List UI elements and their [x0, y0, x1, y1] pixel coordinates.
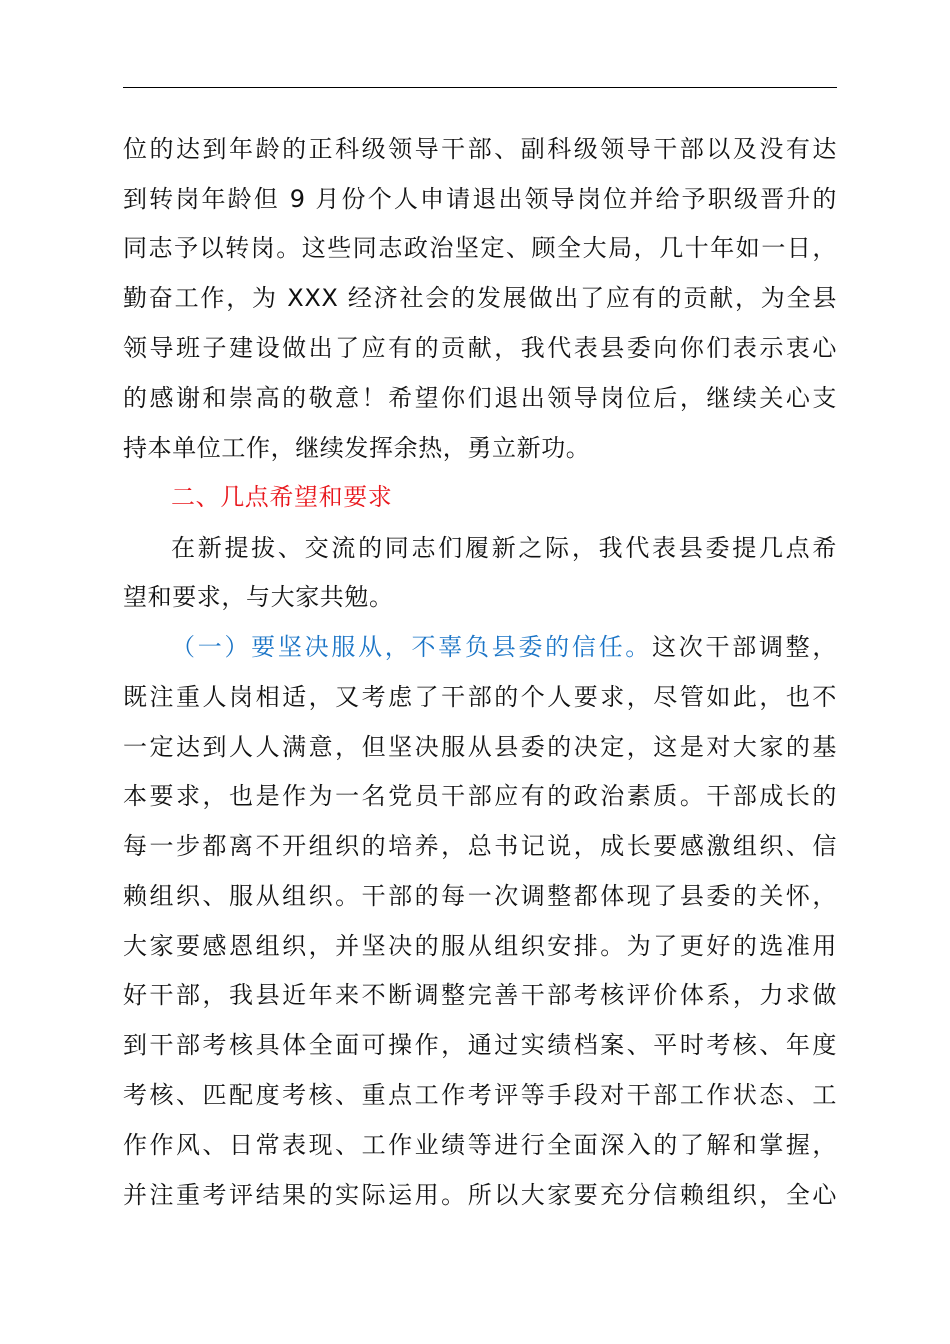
- body-line: 好干部，我县近年来不断调整完善干部考核评价体系，力求做: [123, 981, 837, 1009]
- body-line: 本要求，也是作为一名党员干部应有的政治素质。干部成长的: [123, 782, 837, 810]
- body-line: 同志予以转岗。这些同志政治坚定、顾全大局，几十年如一日，: [123, 234, 837, 262]
- body-line: 大家要感恩组织，并坚决的服从组织安排。为了更好的选准用: [123, 932, 837, 960]
- intro-line: 在新提拔、交流的同志们履新之际，我代表县委提几点希: [171, 534, 837, 562]
- body-line: 并注重考评结果的实际运用。所以大家要充分信赖组织，全心: [123, 1181, 837, 1209]
- intro-line: 望和要求，与大家共勉。: [123, 583, 394, 611]
- body-line: 赖组织、服从组织。干部的每一次调整都体现了县委的关怀，: [123, 882, 837, 910]
- body-line: 到转岗年龄但 9 月份个人申请退出领导岗位并给予职级晋升的: [123, 185, 837, 213]
- subsection-first-line: [171, 632, 837, 662]
- body-line: 考核、匹配度考核、重点工作考评等手段对干部工作状态、工: [123, 1081, 837, 1109]
- body-line: 勤奋工作，为 XXX 经济社会的发展做出了应有的贡献，为全县: [123, 284, 837, 312]
- body-line: 持本单位工作，继续发挥余热，勇立新功。: [123, 434, 591, 462]
- body-line: 的感谢和崇高的敬意！希望你们退出领导岗位后，继续关心支: [123, 384, 837, 412]
- body-line: 既注重人岗相适，又考虑了干部的个人要求，尽管如此，也不: [123, 683, 837, 711]
- body-line: 作作风、日常表现、工作业绩等进行全面深入的了解和掌握，: [123, 1131, 837, 1159]
- body-line: 一定达到人人满意，但坚决服从县委的决定，这是对大家的基: [123, 733, 837, 761]
- section-heading: 二、几点希望和要求: [171, 483, 393, 511]
- body-line: 到干部考核具体全面可操作，通过实绩档案、平时考核、年度: [123, 1031, 837, 1059]
- header-rule: [123, 87, 837, 88]
- body-line: 每一步都离不开组织的培养，总书记说，成长要感激组织、信: [123, 832, 837, 860]
- body-line: 位的达到年龄的正科级领导干部、副科级领导干部以及没有达: [123, 135, 837, 163]
- subsection-first-line-tail: 这次干部调整，: [652, 633, 837, 661]
- subsection-title: （一）要坚决服从，不辜负县委的信任。: [171, 633, 653, 661]
- body-line: 领导班子建设做出了应有的贡献，我代表县委向你们表示衷心: [123, 334, 837, 362]
